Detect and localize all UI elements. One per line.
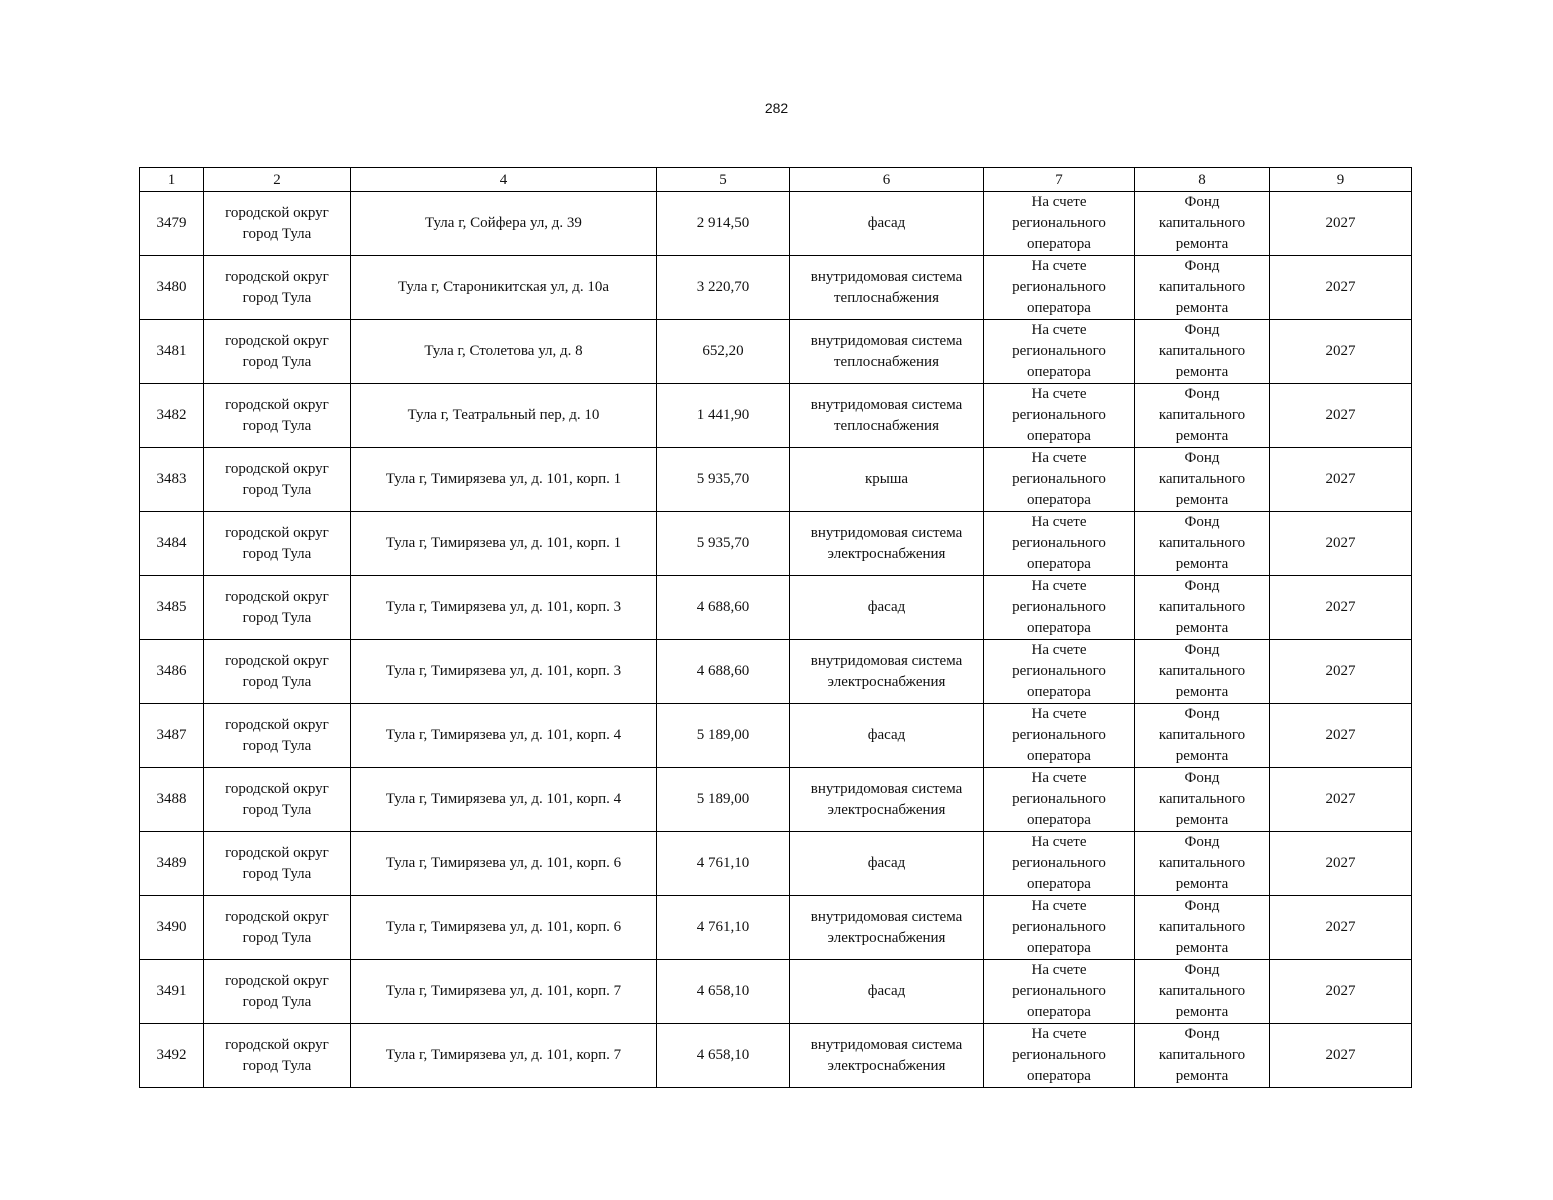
work-type-cell: внутридомовая система электроснабжения [790,512,984,576]
address-cell: Тула г, Сойфера ул, д. 39 [351,192,657,256]
table-row [140,896,1412,960]
address-cell: Тула г, Тимирязева ул, д. 101, корп. 6 [351,832,657,896]
year-cell: 2027 [1270,640,1412,704]
row-number-cell: 3491 [140,960,204,1024]
municipality-cell: городской округ город Тула [204,640,351,704]
row-number-cell: 3480 [140,256,204,320]
address-cell: Тула г, Театральный пер, д. 10 [351,384,657,448]
row-number-cell: 3487 [140,704,204,768]
row-number-cell: 3488 [140,768,204,832]
municipality-cell: городской округ город Тула [204,1024,351,1088]
year-cell: 2027 [1270,1024,1412,1088]
header-cell: 5 [657,168,790,192]
work-type-cell: внутридомовая система электроснабжения [790,896,984,960]
table-row [140,448,1412,512]
address-cell: Тула г, Тимирязева ул, д. 101, корп. 7 [351,960,657,1024]
row-number-cell: 3481 [140,320,204,384]
municipality-cell: городской округ город Тула [204,768,351,832]
address-cell: Тула г, Тимирязева ул, д. 101, корп. 1 [351,448,657,512]
header-cell: 6 [790,168,984,192]
address-cell: Тула г, Староникитская ул, д. 10а [351,256,657,320]
capital-repair-table [139,167,1412,1088]
funding-source-cell: Фонд капитального ремонта [1135,896,1270,960]
work-type-cell: фасад [790,192,984,256]
work-type-cell: внутридомовая система теплоснабжения [790,256,984,320]
header-cell: 4 [351,168,657,192]
row-number-cell: 3485 [140,576,204,640]
year-cell: 2027 [1270,832,1412,896]
area-cell: 4 658,10 [657,1024,790,1088]
address-cell: Тула г, Тимирязева ул, д. 101, корп. 4 [351,768,657,832]
header-cell: 2 [204,168,351,192]
address-cell: Тула г, Тимирязева ул, д. 101, корп. 3 [351,576,657,640]
funding-source-cell: Фонд капитального ремонта [1135,1024,1270,1088]
area-cell: 5 935,70 [657,448,790,512]
account-type-cell: На счете регионального оператора [984,192,1135,256]
work-type-cell: фасад [790,960,984,1024]
header-row [140,168,1412,192]
funding-source-cell: Фонд капитального ремонта [1135,960,1270,1024]
address-cell: Тула г, Тимирязева ул, д. 101, корп. 6 [351,896,657,960]
row-number-cell: 3486 [140,640,204,704]
year-cell: 2027 [1270,192,1412,256]
table-body [140,192,1412,1088]
municipality-cell: городской округ город Тула [204,896,351,960]
table-row [140,320,1412,384]
table-row [140,704,1412,768]
funding-source-cell: Фонд капитального ремонта [1135,384,1270,448]
row-number-cell: 3484 [140,512,204,576]
funding-source-cell: Фонд капитального ремонта [1135,320,1270,384]
account-type-cell: На счете регионального оператора [984,832,1135,896]
table-row [140,768,1412,832]
work-type-cell: крыша [790,448,984,512]
area-cell: 4 688,60 [657,576,790,640]
funding-source-cell: Фонд капитального ремонта [1135,640,1270,704]
account-type-cell: На счете регионального оператора [984,384,1135,448]
year-cell: 2027 [1270,960,1412,1024]
area-cell: 4 658,10 [657,960,790,1024]
work-type-cell: внутридомовая система электроснабжения [790,768,984,832]
funding-source-cell: Фонд капитального ремонта [1135,704,1270,768]
account-type-cell: На счете регионального оператора [984,640,1135,704]
area-cell: 3 220,70 [657,256,790,320]
table-row [140,256,1412,320]
row-number-cell: 3490 [140,896,204,960]
area-cell: 2 914,50 [657,192,790,256]
address-cell: Тула г, Тимирязева ул, д. 101, корп. 3 [351,640,657,704]
address-cell: Тула г, Столетова ул, д. 8 [351,320,657,384]
table-row [140,384,1412,448]
work-type-cell: фасад [790,832,984,896]
address-cell: Тула г, Тимирязева ул, д. 101, корп. 1 [351,512,657,576]
account-type-cell: На счете регионального оператора [984,1024,1135,1088]
work-type-cell: внутридомовая система электроснабжения [790,640,984,704]
year-cell: 2027 [1270,256,1412,320]
area-cell: 4 761,10 [657,896,790,960]
header-cell: 1 [140,168,204,192]
funding-source-cell: Фонд капитального ремонта [1135,832,1270,896]
table-row [140,512,1412,576]
account-type-cell: На счете регионального оператора [984,576,1135,640]
funding-source-cell: Фонд капитального ремонта [1135,192,1270,256]
year-cell: 2027 [1270,576,1412,640]
funding-source-cell: Фонд капитального ремонта [1135,512,1270,576]
row-number-cell: 3482 [140,384,204,448]
year-cell: 2027 [1270,384,1412,448]
address-cell: Тула г, Тимирязева ул, д. 101, корп. 7 [351,1024,657,1088]
work-type-cell: фасад [790,704,984,768]
account-type-cell: На счете регионального оператора [984,768,1135,832]
year-cell: 2027 [1270,320,1412,384]
area-cell: 5 935,70 [657,512,790,576]
account-type-cell: На счете регионального оператора [984,256,1135,320]
row-number-cell: 3479 [140,192,204,256]
work-type-cell: внутридомовая система теплоснабжения [790,320,984,384]
year-cell: 2027 [1270,448,1412,512]
row-number-cell: 3483 [140,448,204,512]
account-type-cell: На счете регионального оператора [984,896,1135,960]
header-cell: 9 [1270,168,1412,192]
municipality-cell: городской округ город Тула [204,384,351,448]
year-cell: 2027 [1270,896,1412,960]
funding-source-cell: Фонд капитального ремонта [1135,576,1270,640]
account-type-cell: На счете регионального оператора [984,448,1135,512]
municipality-cell: городской округ город Тула [204,960,351,1024]
table-row [140,960,1412,1024]
table-row [140,832,1412,896]
table-row [140,192,1412,256]
header-cell: 8 [1135,168,1270,192]
address-cell: Тула г, Тимирязева ул, д. 101, корп. 4 [351,704,657,768]
municipality-cell: городской округ город Тула [204,576,351,640]
table-row [140,640,1412,704]
municipality-cell: городской округ город Тула [204,256,351,320]
year-cell: 2027 [1270,512,1412,576]
area-cell: 5 189,00 [657,704,790,768]
row-number-cell: 3492 [140,1024,204,1088]
municipality-cell: городской округ город Тула [204,704,351,768]
area-cell: 4 688,60 [657,640,790,704]
table-row [140,1024,1412,1088]
account-type-cell: На счете регионального оператора [984,704,1135,768]
header-cell: 7 [984,168,1135,192]
row-number-cell: 3489 [140,832,204,896]
municipality-cell: городской округ город Тула [204,192,351,256]
funding-source-cell: Фонд капитального ремонта [1135,448,1270,512]
account-type-cell: На счете регионального оператора [984,960,1135,1024]
funding-source-cell: Фонд капитального ремонта [1135,256,1270,320]
municipality-cell: городской округ город Тула [204,320,351,384]
area-cell: 5 189,00 [657,768,790,832]
area-cell: 4 761,10 [657,832,790,896]
work-type-cell: фасад [790,576,984,640]
account-type-cell: На счете регионального оператора [984,512,1135,576]
work-type-cell: внутридомовая система теплоснабжения [790,384,984,448]
account-type-cell: На счете регионального оператора [984,320,1135,384]
funding-source-cell: Фонд капитального ремонта [1135,768,1270,832]
year-cell: 2027 [1270,768,1412,832]
area-cell: 1 441,90 [657,384,790,448]
page-number: 282 [764,100,789,116]
municipality-cell: городской округ город Тула [204,448,351,512]
area-cell: 652,20 [657,320,790,384]
work-type-cell: внутридомовая система электроснабжения [790,1024,984,1088]
year-cell: 2027 [1270,704,1412,768]
table-row [140,576,1412,640]
municipality-cell: городской округ город Тула [204,832,351,896]
municipality-cell: городской округ город Тула [204,512,351,576]
